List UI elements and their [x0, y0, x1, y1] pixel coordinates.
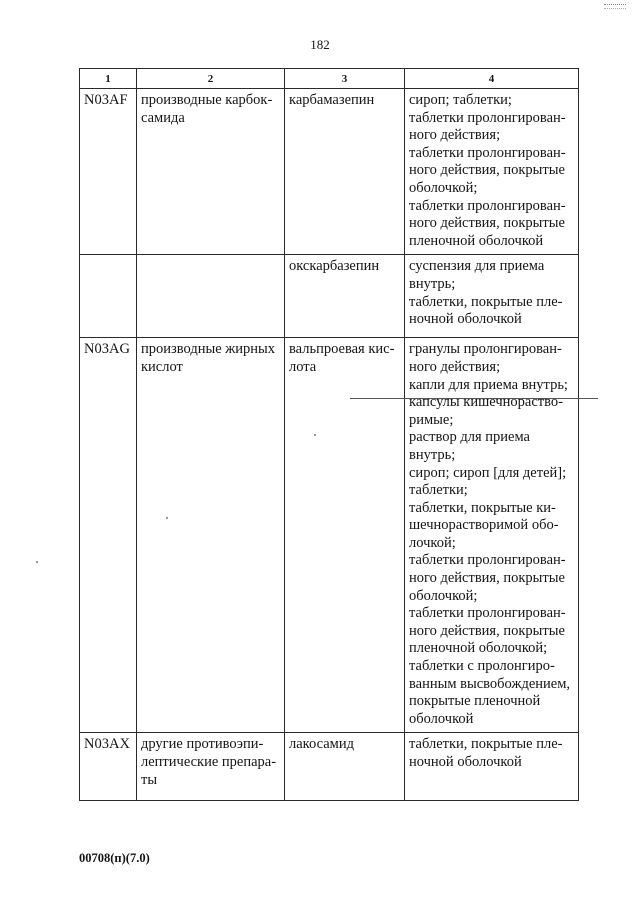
table-header-row	[80, 69, 579, 89]
drug-name: лакосамид	[289, 736, 354, 753]
group-cell	[137, 338, 285, 733]
forms-cell	[405, 255, 579, 338]
drug-list-table	[79, 68, 579, 801]
atc-code-cell	[80, 255, 137, 338]
column-header: 1	[80, 69, 137, 89]
group-name: производные жирных кислот	[141, 341, 276, 375]
scan-speck	[36, 561, 38, 563]
atc-code: N03AX	[84, 736, 130, 753]
dosage-forms: сироп; таблетки; таблетки пролонгирован- ного действия; таблетки пролонгирован- ного действия, покрытые оболочкой; таблетки пролонгирован- ного действия, покрытые пленочной оболочкой	[409, 92, 566, 249]
table-row	[80, 255, 579, 338]
group-name: другие противоэпи- лептические препара- ты	[141, 736, 277, 788]
forms-cell	[405, 89, 579, 255]
table-row	[80, 89, 579, 255]
scan-artifact-line	[350, 398, 598, 399]
atc-code-cell	[80, 733, 137, 801]
column-header: 3	[285, 69, 405, 89]
drug-name: окскарбазепин	[289, 258, 380, 275]
drug-cell	[285, 89, 405, 255]
column-header: 2	[137, 69, 285, 89]
scan-speck	[166, 517, 168, 519]
group-name: производные карбок- самида	[141, 92, 273, 126]
group-cell	[137, 89, 285, 255]
dosage-forms: гранулы пролонгирован- ного действия; капли для приема внутрь; капсулы кишечнораство- римые; раствор для приема внутрь; сироп; сироп [для детей]; таблетки; таблетки, покрытые ки- шечнорастворимой обо- лочкой; таблетки пролонгирован- ного действия, покрытые оболочкой; таблетки пролонгирован- ного действия, покрытые пленочной оболочкой; таблетки с пролонгиро- ванным высвобождением, покрытые пленочной оболочкой	[409, 341, 571, 727]
drug-name: вальпроевая кис- лота	[289, 341, 395, 375]
page-number: 182	[310, 37, 330, 52]
drug-cell	[285, 733, 405, 801]
atc-code: N03AF	[84, 92, 128, 108]
group-cell	[137, 733, 285, 801]
forms-cell	[405, 733, 579, 801]
drug-name: карбамазепин	[289, 92, 375, 108]
scan-corner-mark	[604, 4, 626, 5]
dosage-forms: таблетки, покрытые пле- ночной оболочкой	[409, 736, 563, 770]
drug-cell	[285, 255, 405, 338]
document-footer-code: 00708(п)(7.0)	[79, 851, 150, 865]
group-cell	[137, 255, 285, 338]
atc-code-cell	[80, 338, 137, 733]
atc-code: N03AG	[84, 341, 130, 358]
atc-code-cell	[80, 89, 137, 255]
dosage-forms: суспензия для приема внутрь; таблетки, покрытые пле- ночной оболочкой	[409, 258, 563, 328]
scan-speck	[314, 434, 316, 436]
table-row	[80, 733, 579, 801]
column-header: 4	[405, 69, 579, 89]
